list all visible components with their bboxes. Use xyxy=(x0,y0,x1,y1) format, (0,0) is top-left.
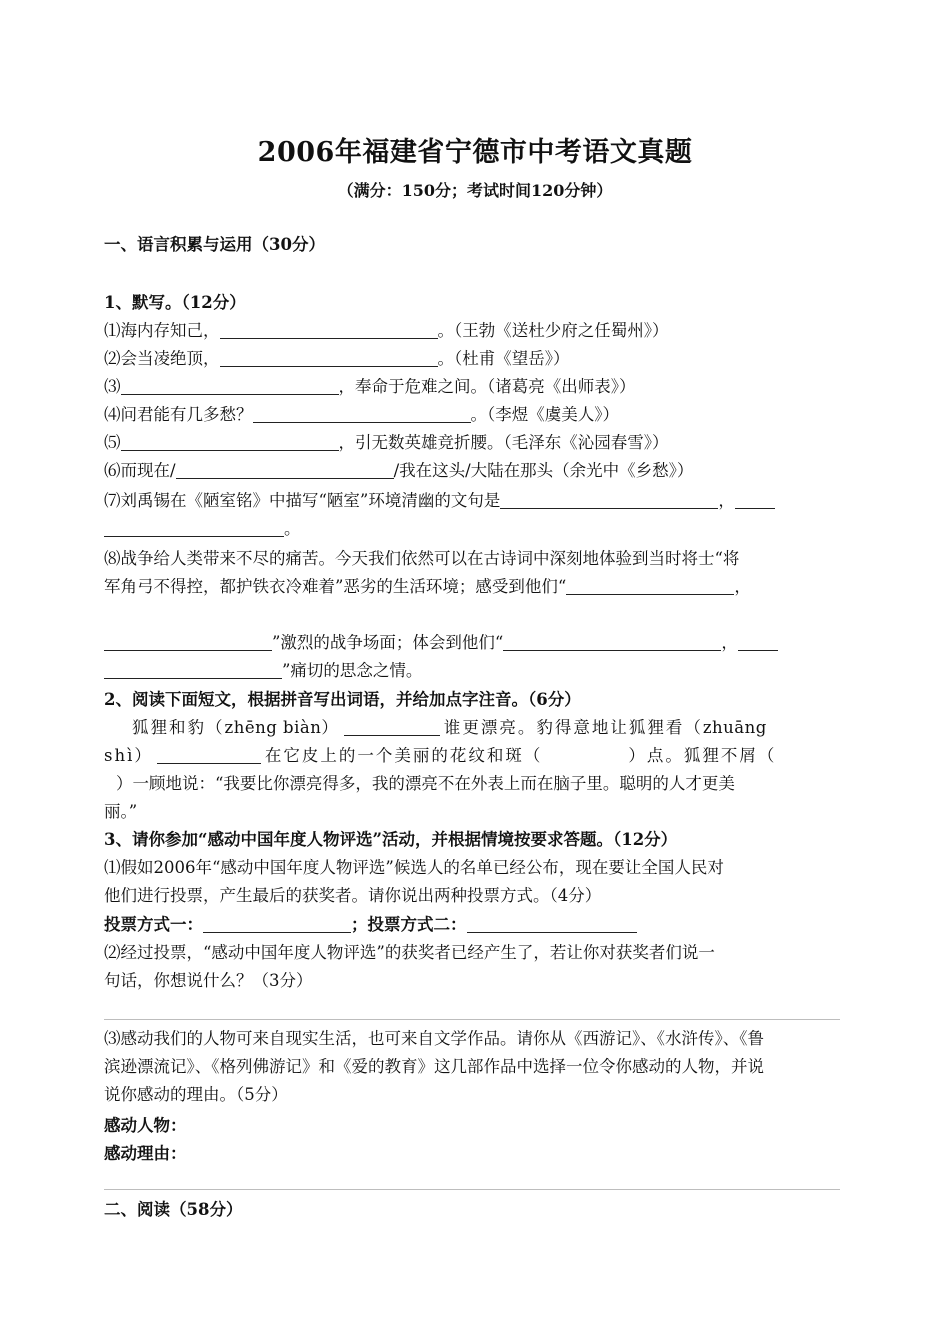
q2-text: 在它皮上的一个美丽的花纹和斑（ xyxy=(264,746,543,765)
q1-item-4 xyxy=(104,404,619,426)
q1-item-8-line-3 xyxy=(104,632,778,654)
q2-line-3: ）一顾地说：“我要比你漂亮得多，我的漂亮不在外表上而在脑子里。聪明的人才更美 xyxy=(116,774,735,793)
q2-pinyin-2: zhuāng xyxy=(702,718,767,737)
q1-item-7-end: 。 xyxy=(284,519,301,538)
vote-method-2-blank[interactable] xyxy=(467,916,637,933)
q2-line-1 xyxy=(132,717,767,739)
answer-line[interactable] xyxy=(104,1019,840,1020)
q1-item-8-text: ”激烈的战争场面；体会到他们“ xyxy=(272,633,504,652)
question-2-heading: 2、阅读下面短文，根据拼音写出词语，并给加点字注音。（6分） xyxy=(104,690,581,709)
phonetic-blank[interactable] xyxy=(542,748,628,764)
vote-method-2-label: ；投票方式二： xyxy=(351,915,467,934)
q3-sub-2-line-2: 句话，你想说什么？（3分） xyxy=(104,971,313,990)
page-title: 2006年福建省宁德市中考语文真题 xyxy=(257,137,693,168)
q1-item-6-source: /我在这头/大陆在那头（余光中《乡愁》） xyxy=(393,461,694,480)
q1-item-8-text: 军角弓不得控，都护铁衣冷难着”恶劣的生活环境；感受到他们“ xyxy=(104,577,567,596)
q1-item-2-source: 。（杜甫《望岳》） xyxy=(437,349,570,368)
q1-item-7-comma: ， xyxy=(718,491,735,510)
q3-vote-line xyxy=(104,914,637,936)
q2-text: 狐狸和豹（ xyxy=(132,718,225,737)
q2-pinyin-1: zhēng biàn xyxy=(224,718,322,737)
answer-blank[interactable] xyxy=(104,634,272,651)
answer-blank[interactable] xyxy=(104,662,282,679)
q1-item-2-text: ⑵会当凌绝顶， xyxy=(104,349,220,368)
q3-sub-3-line-1: ⑶感动我们的人物可来自现实生活，也可来自文学作品。请你从《西游记》、《水浒传》、《鲁 xyxy=(104,1029,764,1048)
q1-item-5-source: ，引无数英雄竞折腰。（毛泽东《沁园春雪》） xyxy=(338,433,669,452)
q2-line-2 xyxy=(104,745,776,767)
q1-item-7-text: ⑺刘禹锡在《陋室铭》中描写“陋室”环境清幽的文句是 xyxy=(104,491,501,510)
q3-sub-3-line-3: 说你感动的理由。（5分） xyxy=(104,1085,288,1104)
q1-item-8-comma: ， xyxy=(734,577,751,596)
q1-item-5 xyxy=(104,432,669,454)
q2-text: 谁更漂亮。豹得意地让狐狸看（ xyxy=(443,718,703,737)
section-heading-1: 一、语言积累与运用（30分） xyxy=(104,235,325,254)
question-1-heading: 1、默写。（12分） xyxy=(104,293,246,312)
answer-blank[interactable] xyxy=(253,406,471,423)
q1-item-8-line-2 xyxy=(104,576,751,598)
q1-item-1-source: 。（王勃《送杜少府之任蜀州》） xyxy=(437,321,669,340)
q1-item-4-text: ⑷问君能有几多愁？ xyxy=(104,405,253,424)
section-heading-2: 二、阅读（58分） xyxy=(104,1200,243,1219)
answer-blank[interactable] xyxy=(738,634,778,651)
q1-item-8-text: ”痛切的思念之情。 xyxy=(282,661,423,680)
q3-sub-1-line-1: ⑴假如2006年“感动中国年度人物评选”候选人的名单已经公布，现在要让全国人民对 xyxy=(104,858,724,877)
answer-blank[interactable] xyxy=(503,634,721,651)
q1-item-4-source: 。（李煜《虞美人》） xyxy=(470,405,619,424)
q1-item-3-text: ⑶ xyxy=(104,377,121,396)
q1-item-8-line-1: ⑻战争给人类带来不尽的痛苦。今天我们依然可以在古诗词中深刻地体验到当时将士“将 xyxy=(104,549,740,568)
q1-item-3 xyxy=(104,376,636,398)
q1-item-7-cont xyxy=(104,518,301,540)
page-subtitle: （满分：150分；考试时间120分钟） xyxy=(337,181,613,200)
q1-item-1 xyxy=(104,320,669,342)
q3-sub-3-line-2: 滨逊漂流记》、《格列佛游记》和《爱的教育》这几部作品中选择一位令你感动的人物，并说 xyxy=(104,1057,764,1076)
answer-blank[interactable] xyxy=(104,520,284,537)
answer-blank[interactable] xyxy=(566,578,734,595)
q2-text: ）点。狐狸不屑（ xyxy=(628,746,777,765)
q1-item-2 xyxy=(104,348,570,370)
q1-item-8-comma: ， xyxy=(721,633,738,652)
q2-text: ） xyxy=(134,746,153,765)
answer-blank[interactable] xyxy=(121,434,339,451)
q1-item-8-line-4 xyxy=(104,660,422,682)
answer-blank[interactable] xyxy=(500,492,718,509)
question-3-heading: 3、请你参加“感动中国年度人物评选”活动，并根据情境按要求答题。（12分） xyxy=(104,830,678,849)
answer-blank[interactable] xyxy=(121,378,339,395)
q1-item-3-source: ，奉命于危难之间。（诸葛亮《出师表》） xyxy=(338,377,636,396)
moving-reason-label: 感动理由： xyxy=(104,1144,187,1163)
moving-person-label: 感动人物： xyxy=(104,1116,187,1135)
q3-sub-1-line-2: 他们进行投票，产生最后的获奖者。请你说出两种投票方式。（4分） xyxy=(104,886,602,905)
q1-item-1-text: ⑴海内存知己， xyxy=(104,321,220,340)
q2-text: ） xyxy=(321,718,340,737)
q1-item-5-text: ⑸ xyxy=(104,433,121,452)
answer-blank[interactable] xyxy=(220,350,438,367)
vote-method-1-blank[interactable] xyxy=(203,916,351,933)
q2-line-4: 丽。” xyxy=(104,802,138,821)
answer-blank[interactable] xyxy=(735,492,775,509)
answer-blank[interactable] xyxy=(220,322,438,339)
q1-item-7 xyxy=(104,490,775,512)
q1-item-6 xyxy=(104,460,693,482)
answer-line[interactable] xyxy=(104,1189,840,1190)
answer-blank[interactable] xyxy=(176,462,394,479)
answer-blank[interactable] xyxy=(157,747,261,764)
vote-method-1-label: 投票方式一： xyxy=(104,915,203,934)
answer-blank[interactable] xyxy=(344,719,440,736)
q1-item-6-text: ⑹而现在/ xyxy=(104,461,176,480)
q3-sub-2-line-1: ⑵经过投票，“感动中国年度人物评选”的获奖者已经产生了，若让你对获奖者们说一 xyxy=(104,943,715,962)
q2-pinyin-2b: shì xyxy=(104,746,135,765)
